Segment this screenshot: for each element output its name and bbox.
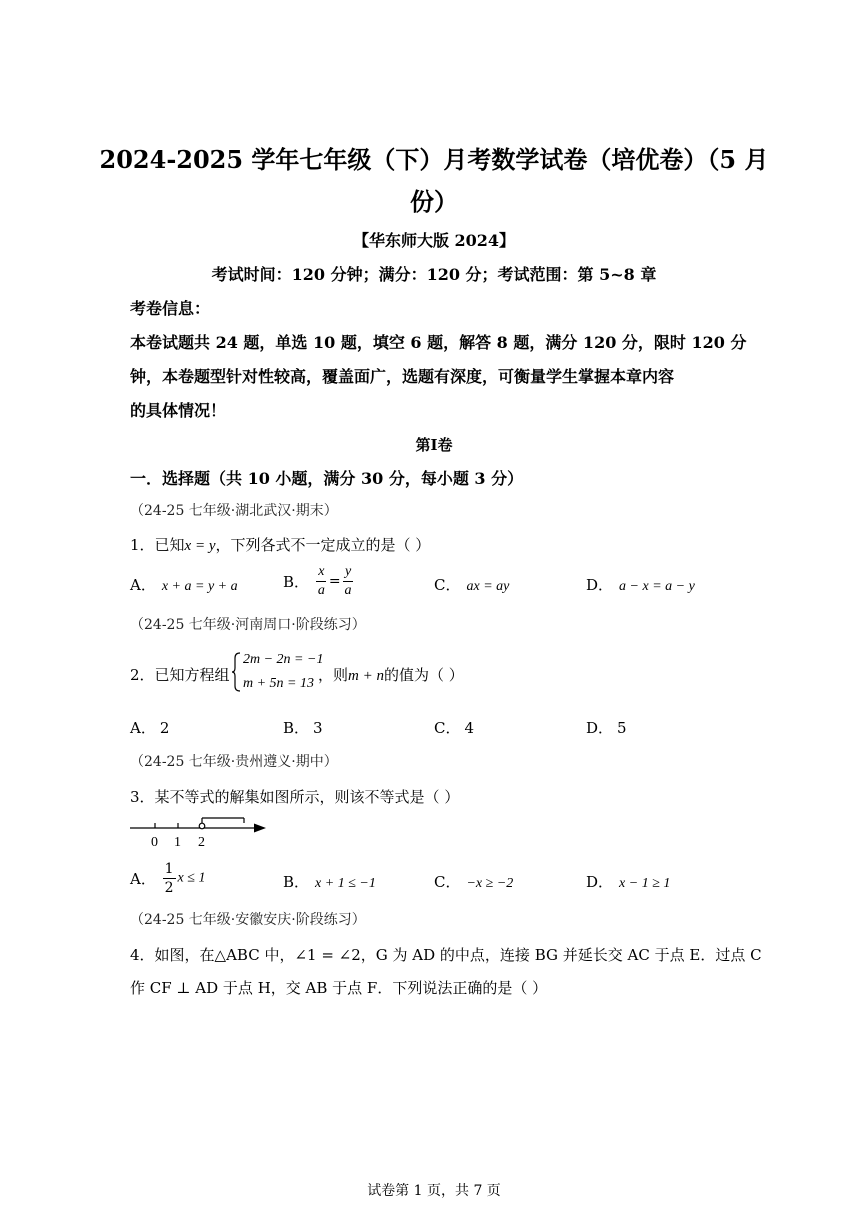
question-source: （24-25 七年级·河南周口·阶段练习）: [130, 617, 366, 633]
info-desc-line3: 的具体情况！: [130, 401, 227, 420]
question-1-stem: [130, 534, 430, 555]
fraction-right: $\frac{y}{a}$: [344, 564, 352, 598]
question-3-stem: 3．某不等式的解集如图所示，则该不等式是（ ）: [130, 788, 460, 806]
question-source: （24-25 七年级·贵州遵义·期中）: [130, 754, 338, 770]
open-endpoint: [199, 823, 205, 829]
option-d[interactable]: D． x − 1 ≥ 1: [586, 873, 671, 891]
option-d[interactable]: D． a − x = a − y: [586, 576, 695, 594]
info-desc-line1: 本卷试题共 24 题，单选 10 题，填空 6 题，解答 8 题，满分 120 分，限时 120 分: [130, 333, 747, 352]
option-c[interactable]: C． −x ≥ −2: [434, 873, 514, 891]
question-4-line1: 4．如图，在△ABC 中，∠1 = ∠2，G 为 AD 的中点，连接 BG 并延长交 AC 于点 E．过点 C: [130, 946, 762, 964]
system-brace: [231, 652, 241, 692]
option-b[interactable]: B． x + 1 ≤ −1: [283, 873, 376, 891]
page-footer: 试卷第 1 页，共 7 页: [367, 1183, 501, 1199]
tick-label-0: 0: [151, 835, 158, 850]
option-a[interactable]: A． x + a = y + a: [130, 576, 238, 594]
option-c[interactable]: C． ax = ay: [434, 576, 510, 594]
system-eq-1: 2m − 2n = −1: [243, 652, 324, 667]
page-title-line1: 2024-2025 学年七年级（下）月考数学试卷（培优卷）（5 月: [99, 145, 769, 174]
tick-label-2: 2: [198, 835, 205, 850]
option-d[interactable]: D． 5: [586, 719, 627, 737]
stem-prefix: 1．已知: [130, 536, 185, 554]
number-line-figure: [126, 812, 271, 852]
fraction-one-half: $\frac{1}{2}$: [164, 861, 174, 896]
question-2-stem-rest: ，则m + n的值为（ ）: [318, 666, 464, 684]
question-source: （24-25 七年级·湖北武汉·期末）: [130, 503, 338, 519]
question-4-line2: 作 CF ⊥ AD 于点 H，交 AB 于点 F．下列说法正确的是（ ）: [130, 979, 548, 997]
info-label: 考卷信息：: [130, 299, 211, 318]
option-a[interactable]: A． $\frac{1}{2}$ x ≤ 1: [130, 861, 206, 896]
page-title-line2: 份）: [410, 187, 458, 216]
stem-math: x = y: [184, 538, 216, 554]
edition-label: 【华东师大版 2024】: [352, 231, 516, 250]
option-b[interactable]: B． $\frac{x}{a}$ = $\frac{y}{a}$: [283, 564, 352, 598]
question-source: （24-25 七年级·安徽安庆·阶段练习）: [130, 912, 366, 928]
fraction-left: $\frac{x}{a}$: [317, 564, 325, 598]
question-2-stem-prefix: 2．已知方程组: [130, 666, 230, 684]
system-eq-2: m + 5n = 13: [243, 676, 315, 691]
volume-label: 第Ⅰ卷: [415, 436, 453, 454]
exam-info: 考试时间：120 分钟；满分：120 分；考试范围：第 5~8 章: [211, 265, 657, 284]
option-b[interactable]: B． 3: [283, 719, 323, 737]
section-heading: 一．选择题（共 10 小题，满分 30 分，每小题 3 分）: [130, 469, 524, 488]
stem-suffix: ，下列各式不一定成立的是（ ）: [215, 536, 431, 554]
info-desc-line2: 钟，本卷题型针对性较高，覆盖面广，选题有深度，可衡量学生掌握本章内容: [130, 367, 675, 386]
arrow-head-icon: [254, 824, 266, 833]
tick-label-1: 1: [174, 835, 181, 850]
option-c[interactable]: C． 4: [434, 719, 475, 737]
option-a[interactable]: A． 2: [130, 719, 170, 737]
